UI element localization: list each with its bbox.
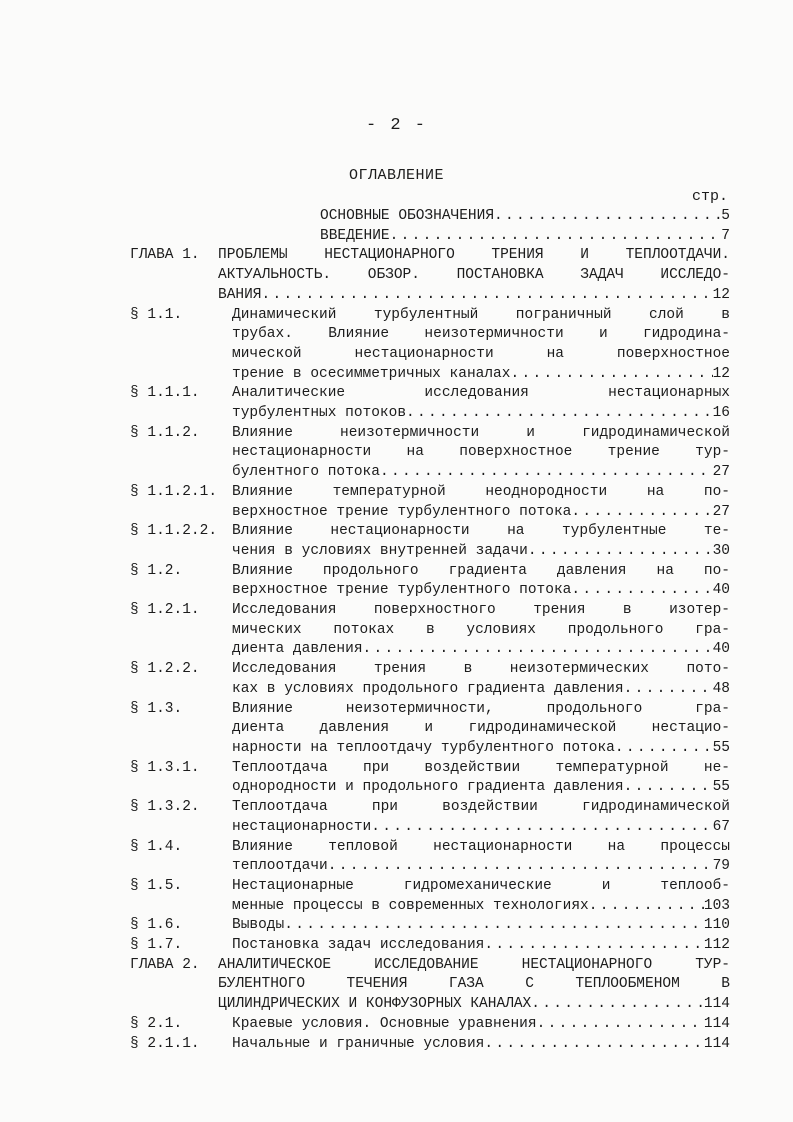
toc-entry-page: 48 [712,680,730,697]
toc-entry-page: 55 [712,739,730,756]
toc-entry-page: 7 [721,227,730,244]
toc-entry-page: 103 [703,897,730,914]
page-title: ОГЛАВЛЕНИЕ [348,167,444,184]
dot-leader [528,542,713,562]
toc-entry-line: Динамический турбулентный пограничный слой в [232,306,730,323]
toc-entry-line: Влияние неизотермичности, продольного гра- [232,700,730,717]
toc-entry-title: чения в условиях внутренней задачи [232,542,528,559]
toc-entry [130,759,730,798]
toc-entry-line: трубах. Влияние неизотермичности и гидродина- [232,326,730,343]
toc-entry-leader-line [218,995,730,1015]
toc-entry-body [232,1035,730,1055]
dot-leader [571,581,712,601]
toc-entry [130,424,730,483]
toc-entry-leader-line [232,916,730,936]
dot-leader [284,916,704,936]
toc-entry-number: § 1.5. [130,877,183,894]
toc-entry [130,838,730,877]
toc-entry-leader-line [232,542,730,562]
toc-entry [130,936,730,956]
toc-entry-leader-line [232,897,730,917]
toc-entry-number: § 1.1. [130,306,183,323]
toc-entry-body [232,1015,730,1035]
toc-entry-body [232,936,730,956]
toc-entry-leader-line [232,778,730,798]
toc-entry-number: § 1.2.1. [130,602,200,619]
toc-entry [130,306,730,385]
toc-entry-number: § 1.1.2.1. [130,483,218,500]
toc-entry-body [232,877,730,916]
toc-entry-body [232,306,730,385]
toc-entry-page: 112 [703,937,730,954]
toc-entry-page: 16 [712,405,730,422]
toc-entry [130,483,730,522]
toc-entry-line: диента давления и гидродинамической нестацио- [232,720,730,737]
dot-leader [484,1035,704,1055]
toc-entry-leader-line [320,207,730,227]
toc-entry [130,562,730,601]
toc-entry-body [218,956,730,1015]
toc-entry-title: ках в условиях продольного градиента давления [232,680,624,697]
toc-entry-leader-line [320,227,730,247]
toc-entry-body [232,759,730,798]
toc-entry-title: турбулентных потоков [232,405,407,422]
dot-leader [537,1015,704,1035]
toc-entry-body [232,562,730,601]
toc-entry-leader-line [232,1015,730,1035]
toc-entry-body [232,838,730,877]
dot-leader [484,936,704,956]
toc-entry-number: § 2.1.1. [130,1035,200,1052]
toc-entry-page: 110 [703,917,730,934]
dot-leader [262,286,713,306]
toc-entry-leader-line [232,936,730,956]
toc-entry-body [232,522,730,561]
dot-leader [406,404,713,424]
toc-entry-number: § 2.1. [130,1015,183,1032]
toc-entry-title: трение в осесимметричных каналах [232,365,511,382]
toc-entry-title: теплоотдачи [232,858,328,875]
toc-entry-number: § 1.1.1. [130,385,200,402]
toc-entry-page: 12 [712,286,730,303]
toc-entry [130,700,730,759]
toc-entry-title: Начальные и граничные условия [232,1035,485,1052]
dot-leader [624,680,713,700]
toc-entry-number: § 1.7. [130,937,183,954]
toc-entry-page: 114 [703,1015,730,1032]
toc-entry-title: булентного потока [232,464,380,481]
toc-entry-line: БУЛЕНТНОГО ТЕЧЕНИЯ ГАЗА С ТЕПЛООБМЕНОМ В [218,976,730,993]
toc-entry-body [232,916,730,936]
toc-entry-leader-line [218,286,730,306]
toc-entry-title: верхностное трение турбулентного потока [232,503,572,520]
toc-entry-number: ГЛАВА 2. [130,956,200,973]
toc-entry-page: 114 [703,996,730,1013]
toc-entry [130,522,730,561]
toc-entry-body [232,207,730,227]
toc-entry-page: 40 [712,582,730,599]
toc-entry-line: мической нестационарности на поверхностное [232,345,730,362]
toc-entry-line: Исследования трения в неизотермических пото- [232,661,730,678]
toc-entry-line: ПРОБЛЕМЫ НЕСТАЦИОНАРНОГО ТРЕНИЯ И ТЕПЛООТДАЧИ. [218,247,730,264]
toc-entry-leader-line [232,739,730,759]
toc-entry-title: ЦИЛИНДРИЧЕСКИХ И КОНФУЗОРНЫХ КАНАЛАХ [218,996,532,1013]
toc-entry-page: 55 [712,779,730,796]
dot-leader [328,857,713,877]
toc-entry-number: § 1.2. [130,562,183,579]
toc-entry-title: Постановка задач исследования [232,937,485,954]
toc-entry-page: 30 [712,542,730,559]
toc-entry-page: 5 [721,208,730,224]
toc-entry [130,227,730,247]
toc-entry-title: ОСНОВНЫЕ ОБОЗНАЧЕНИЯ [320,208,495,224]
toc-entry-body [218,246,730,305]
toc-entry-line: АНАЛИТИЧЕСКОЕ ИССЛЕДОВАНИЕ НЕСТАЦИОНАРНОГО ТУР- [218,956,730,973]
toc-entry-number: § 1.3.2. [130,799,200,816]
toc-entry-page: 27 [712,503,730,520]
toc-entry [130,1015,730,1035]
dot-leader [615,739,713,759]
toc-entry-line: Влияние температурной неоднородности на по- [232,483,730,500]
toc-entry-page: 40 [712,641,730,658]
toc-entry-line: Влияние продольного градиента давления на по- [232,562,730,579]
toc-entry-number: ГЛАВА 1. [130,247,200,264]
toc-entry-body [232,700,730,759]
toc-entry [130,798,730,837]
page-column-label: стр. [692,188,729,205]
toc-entry-title: однородности и продольного градиента давления [232,779,624,796]
dot-leader [363,640,713,660]
dot-leader [510,365,712,385]
toc-entry-body [232,798,730,837]
table-of-contents [130,207,730,1054]
dot-leader [380,463,713,483]
toc-entry-title: ВВЕДЕНИЕ [320,227,390,244]
toc-entry [130,877,730,916]
dot-leader [589,897,704,917]
toc-entry-title: Выводы [232,917,285,934]
toc-entry-line: Теплоотдача при воздействии гидродинамической [232,799,730,816]
toc-entry-line: нестационарности на поверхностное трение тур- [232,444,730,461]
toc-entry-number: § 1.3.1. [130,759,200,776]
toc-entry-leader-line [232,818,730,838]
toc-entry-page: 27 [712,464,730,481]
toc-entry-page: 67 [712,818,730,835]
toc-entry-title: нестационарности [232,818,372,835]
dot-leader [531,995,704,1015]
toc-entry-leader-line [232,857,730,877]
toc-entry-line: Влияние нестационарности на турбулентные те- [232,523,730,540]
toc-entry-line: Аналитические исследования нестационарных [232,385,730,402]
toc-entry-body [232,601,730,660]
toc-entry-number: § 1.1.2.2. [130,523,218,540]
toc-entry [130,660,730,699]
toc-entry-leader-line [232,640,730,660]
toc-entry [130,207,730,227]
toc-entry-leader-line [232,503,730,523]
toc-entry [130,601,730,660]
toc-entry-title: Краевые условия. Основные уравнения [232,1015,537,1032]
toc-entry [130,916,730,936]
dot-leader [494,207,721,227]
toc-entry-page: 114 [703,1035,730,1052]
dot-leader [371,818,712,838]
toc-entry-leader-line [232,365,730,385]
toc-entry-number: § 1.2.2. [130,661,200,678]
toc-entry-number: § 1.3. [130,700,183,717]
toc-entry-body [232,384,730,423]
toc-entry-leader-line [232,680,730,700]
toc-entry-line: АКТУАЛЬНОСТЬ. ОБЗОР. ПОСТАНОВКА ЗАДАЧ ИССЛЕДО- [218,267,730,284]
toc-entry-title: диента давления [232,641,363,658]
toc-entry-body [232,483,730,522]
toc-entry-body [232,227,730,247]
toc-entry-title: ВАНИЯ [218,286,262,303]
toc-entry [130,956,730,1015]
toc-entry [130,384,730,423]
dot-leader [390,227,722,247]
toc-entry-line: мических потоках в условиях продольного гра- [232,621,730,638]
toc-entry-leader-line [232,463,730,483]
toc-entry-leader-line [232,404,730,424]
toc-entry-line: Влияние неизотермичности и гидродинамической [232,424,730,441]
toc-entry-leader-line [232,581,730,601]
toc-entry-title: менные процессы в современных технологиях [232,897,589,914]
toc-entry-page: 12 [712,365,730,382]
toc-entry-number: § 1.1.2. [130,424,200,441]
page-number: - 2 - [365,116,427,135]
dot-leader [571,503,712,523]
toc-entry-line: Исследования поверхностного трения в изотер- [232,602,730,619]
toc-entry-body [232,424,730,483]
toc-entry [130,246,730,305]
toc-entry-line: Нестационарные гидромеханические и теплооб- [232,877,730,894]
toc-entry [130,1035,730,1055]
toc-entry-title: нарности на теплоотдачу турбулентного потока [232,739,615,756]
toc-entry-line: Теплоотдача при воздействии температурной не- [232,759,730,776]
toc-entry-body [232,660,730,699]
toc-entry-line: Влияние тепловой нестационарности на процессы [232,838,730,855]
toc-entry-number: § 1.6. [130,917,183,934]
toc-entry-page: 79 [712,858,730,875]
toc-entry-title: верхностное трение турбулентного потока [232,582,572,599]
toc-entry-leader-line [232,1035,730,1055]
toc-entry-number: § 1.4. [130,838,183,855]
dot-leader [624,778,713,798]
